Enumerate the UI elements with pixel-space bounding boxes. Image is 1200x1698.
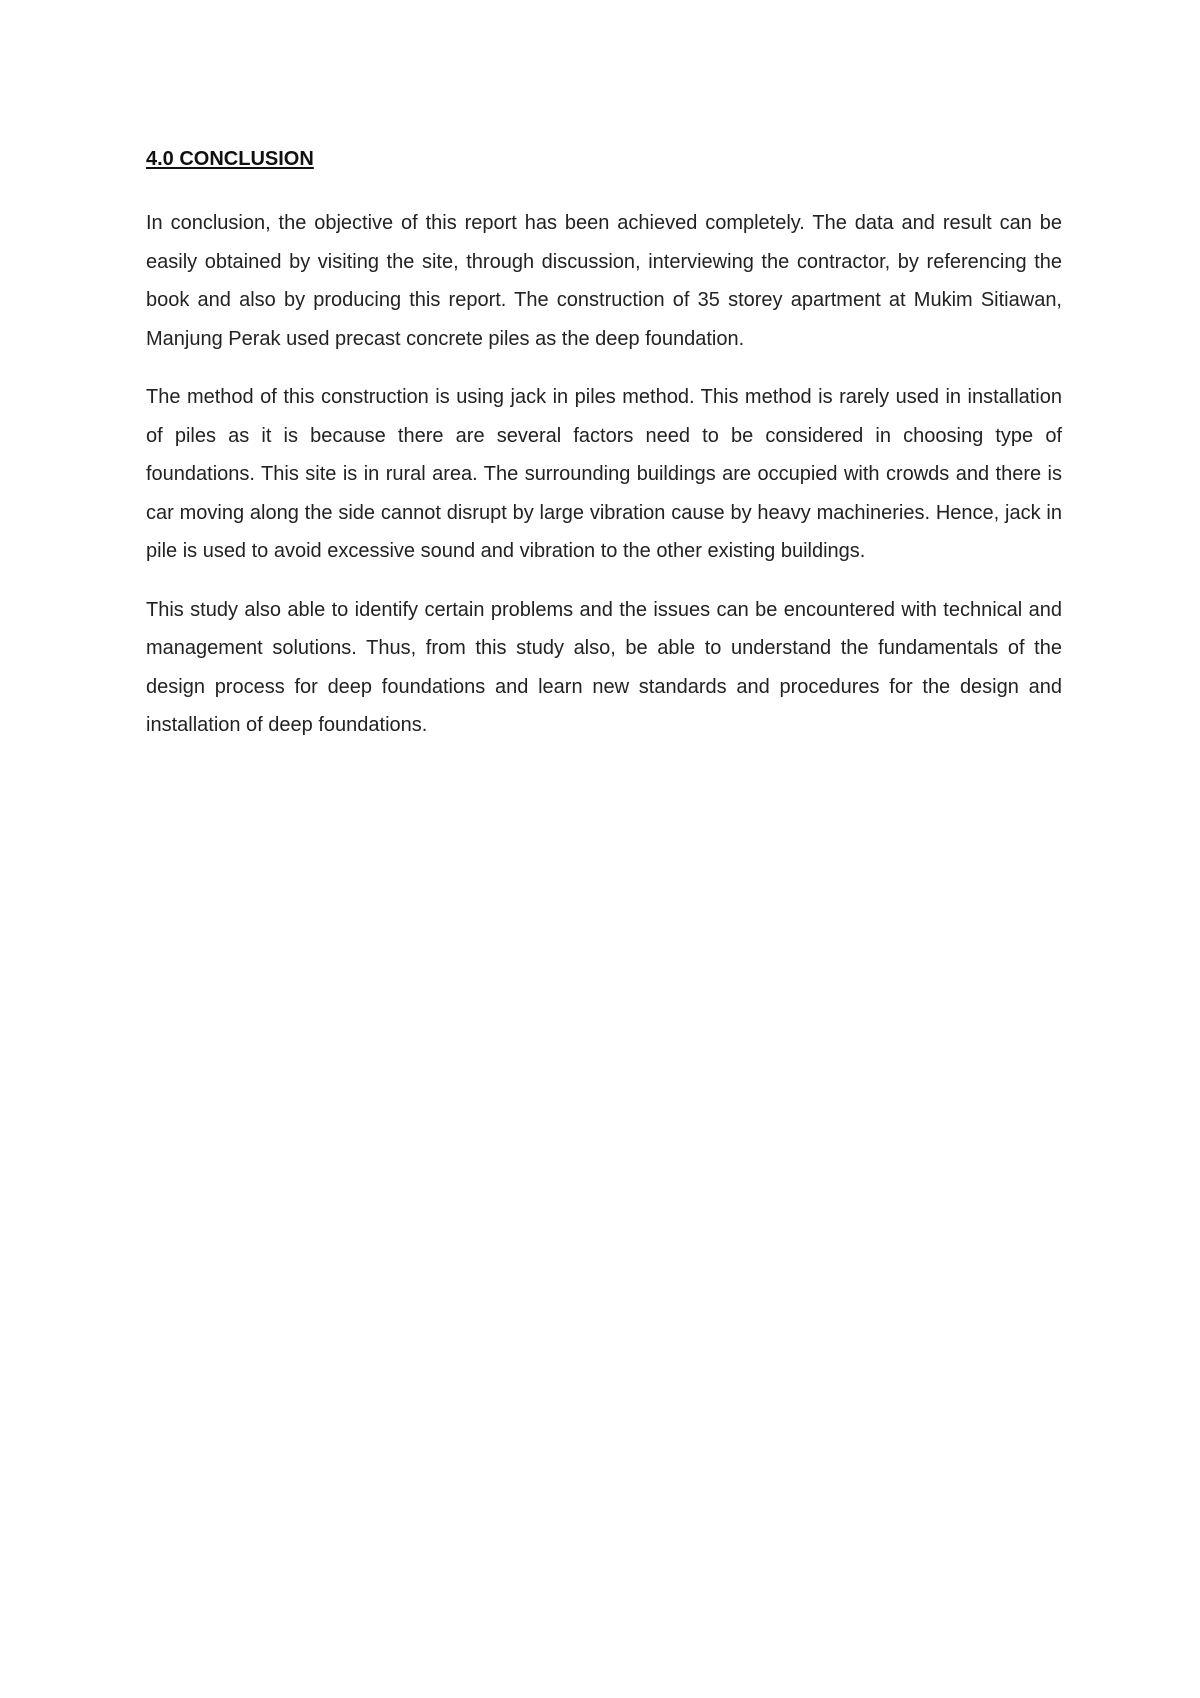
- paragraph-1: In conclusion, the objective of this report has been achieved completely. The data and result can be easily obtained by visiting the site, through discussion, interviewing the contractor, by referencing the book and also by producing this report. The construction of 35 storey apartment at Mukim Sitiawan, Manjung Perak used precast concrete piles as the deep foundation.: [146, 212, 1062, 350]
- paragraph-2: The method of this construction is using jack in piles method. This method is rarely used in installation of piles as it is because there are several factors need to be considered in choosing type of foundations. This site is in rural area. The surrounding buildings are occupied with crowds and there is car moving along the side cannot disrupt by large vibration cause by heavy machineries. Hence, jack in pile is used to avoid excessive sound and vibration to the other existing buildings.: [146, 386, 1062, 562]
- paragraph-3: This study also able to identify certain problems and the issues can be encountered with technical and management solutions. Thus, from this study also, be able to understand the fundamentals of the design process for deep foundations and learn new standards and procedures for the design and installation of deep foundations.: [146, 598, 1062, 736]
- document-body: [146, 140, 1062, 765]
- section-heading: 4.0 CONCLUSION: [146, 148, 314, 170]
